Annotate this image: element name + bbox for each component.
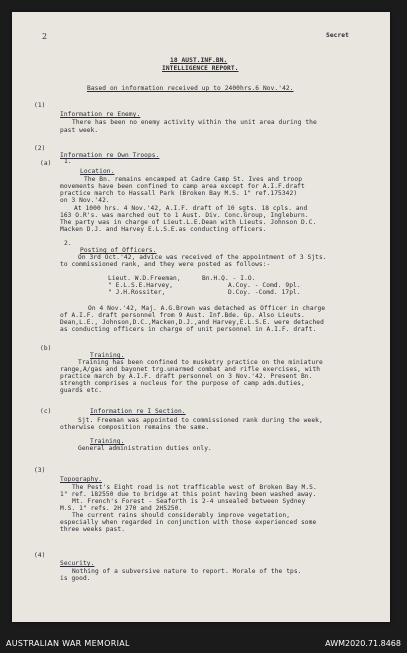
item-heading: Posting of Officers. <box>80 247 157 254</box>
text-line: General administration duties only. <box>78 445 212 452</box>
officer-post: A.Coy. - Comd. 9pl. <box>228 282 301 289</box>
paragraph-heading: Information re I Section. <box>90 408 186 415</box>
section-number: (2) <box>34 145 46 152</box>
text-line: The Pest's Eight road is not trafficable west of Broken Bay M.S. <box>72 484 317 491</box>
text-line: is good. <box>60 575 91 582</box>
text-line: Training has been confined to musketry practice on the miniature <box>78 359 323 366</box>
text-line: especially when regarded in conjunction with those experienced some <box>60 519 317 526</box>
section-heading: Topography. <box>60 476 103 483</box>
text-line: as conducting officers in charge of unit personnel in A.I.F. draft. <box>60 326 317 333</box>
officer-post: Bn.H.Q. - I.O. <box>202 275 256 282</box>
paragraph-subheading: Training. <box>90 438 125 445</box>
report-title: INTELLIGENCE REPORT. <box>162 65 239 72</box>
officer-post: D.Coy. -Comd. 17pl. <box>228 289 301 296</box>
archive-footer <box>0 635 407 653</box>
paragraph-label: (a) <box>40 160 52 167</box>
document-page <box>12 12 390 622</box>
text-line: Sjt. Freeman was appointed to commissioned rank during the week, <box>78 417 323 424</box>
text-line: practice march to Hassall Park (Broken Bay M.S. 1" ref.175342) <box>60 190 298 197</box>
text-line: M.S. 1" refs. 2H 270 and 2H5250. <box>60 505 183 512</box>
text-line: The party was in charge of Lieut.L.E.Dean with Lieuts. Johnson D.C. <box>60 219 317 226</box>
section-number: (4) <box>34 552 46 559</box>
text-line: The current rains should considerably improve vegetation, <box>72 512 291 519</box>
text-line: three weeks past. <box>60 526 126 533</box>
text-line: strength comprises a nucleus for the purpose of camp adm.duties, <box>60 380 305 387</box>
paragraph-heading: Training. <box>90 352 125 359</box>
section-heading: Information re Enemy. <box>60 111 141 118</box>
text-line: On 4 Nov.'42, Maj. A.G.Brown was detached as Officer in charge <box>88 305 326 312</box>
text-line: At 1000 hrs. 4 Nov.'42, A.I.F. draft of 10 sgts. 18 cpls. and <box>74 205 308 212</box>
text-line: past week. <box>60 127 99 134</box>
section-number: (1) <box>34 102 46 109</box>
text-line: Dean,L.E., Johnson,D.C.,Macken,D.J.,and Harvey,E.L.S.E. were detached <box>60 319 324 326</box>
section-heading: Security. <box>60 560 95 567</box>
report-title-unit: 18 AUST.INF.BN. <box>170 57 228 64</box>
report-based-on: Based on information received up to 2400hrs.6 Nov.'42. <box>87 85 294 92</box>
text-line: otherwise composition remains the same. <box>60 424 210 431</box>
text-line: On 3rd Oct.'42, advice was received of the appointment of 3 Sjts. <box>78 254 327 261</box>
section-number: (3) <box>34 467 46 474</box>
text-line: Nothing of a subversive nature to report. Morale of the tps. <box>72 568 302 575</box>
text-line: Macken D.J. and Harvey E.L.S.E.as conducting officers. <box>60 226 267 233</box>
text-line: Mt. French's Forest - Seaforth is 2-4 unsealed between Sydney <box>72 498 306 505</box>
item-number: 2. <box>64 240 72 247</box>
text-line: to commissioned rank, and they were posted as follows:- <box>60 261 271 268</box>
officer-name: " E.L.S.E.Harvey, <box>108 282 174 289</box>
item-heading: Location. <box>80 168 115 175</box>
classification-stamp: Secret <box>326 32 349 39</box>
text-line: There has been no enemy activity within the unit area during the <box>72 119 317 126</box>
text-line: range,A/gas and bayonet trg.unarmed combat and rifle exercises, with <box>60 366 321 373</box>
text-line: movements have been confined to camp area except for A.I.F.draft <box>60 183 305 190</box>
text-line: The Bn. remains encamped at Cadre Camp St. Ives and troop <box>84 176 303 183</box>
text-line: practice march by A.I.F. draft personnel on 3 Nov.'42. Present Bn. <box>60 373 313 380</box>
officer-name: " J.H.Rossiter, <box>108 289 166 296</box>
section-heading: Information re Own Troops. <box>60 152 160 159</box>
archive-reference: AWM2020.71.8468 <box>325 639 401 648</box>
text-line: of A.I.F. draft personnel from 9 Aust. Inf.Bde. Gp. Also Lieuts. <box>60 312 305 319</box>
paragraph-label: (b) <box>40 345 52 352</box>
text-line: on 3 Nov.'42. <box>60 197 110 204</box>
text-line: guards etc. <box>60 387 103 394</box>
handwritten-mark: 2 <box>42 32 48 41</box>
text-line: 1" ref. 182550 due to bridge at this point having been washed away. <box>60 491 317 498</box>
text-line: 163 O.R's. was marched out to 1 Aust. Div. Conc.Group, Ingleburn. <box>60 212 309 219</box>
item-number: 1. <box>64 158 72 165</box>
archive-source: AUSTRALIAN WAR MEMORIAL <box>6 639 130 648</box>
officer-name: Lieut. W.D.Freeman, <box>108 275 181 282</box>
paragraph-label: (c) <box>40 408 52 415</box>
